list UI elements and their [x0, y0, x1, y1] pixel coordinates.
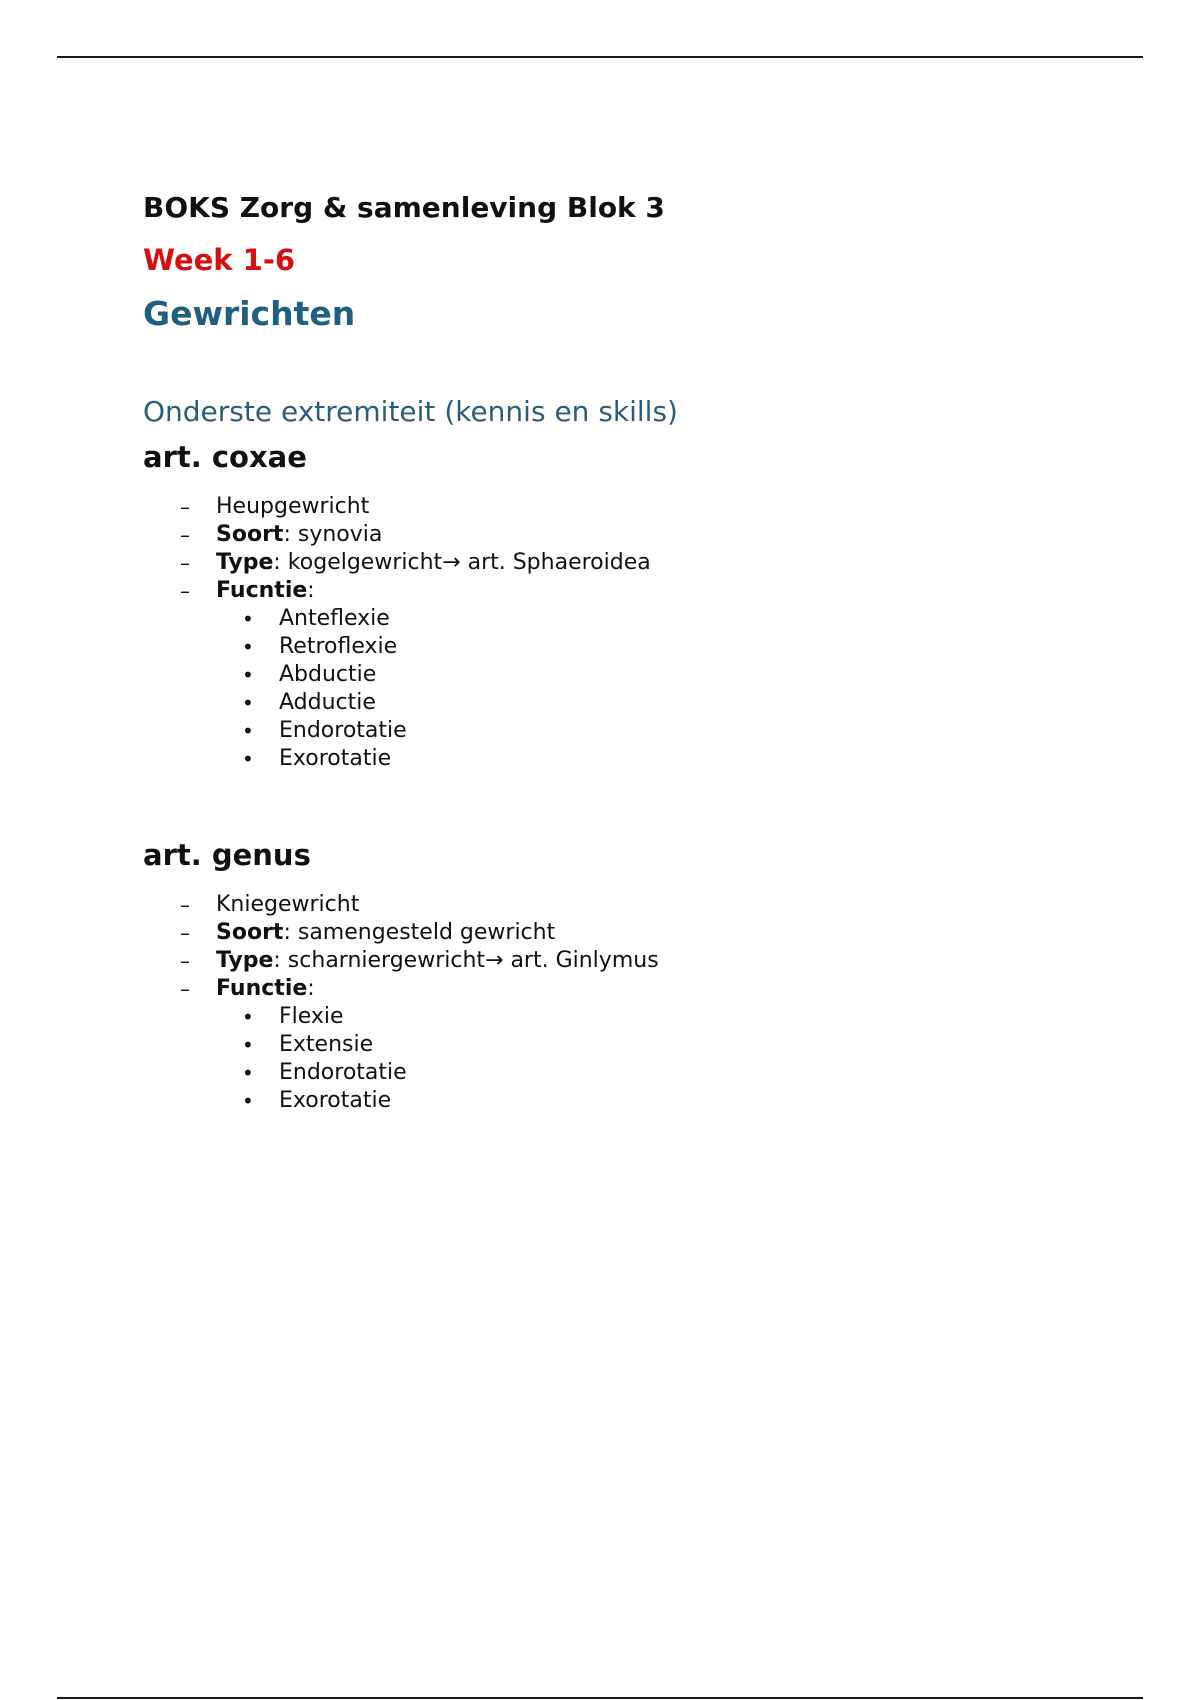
- bullet-icon: •: [242, 747, 254, 771]
- list-item-type: [143, 549, 651, 577]
- week-label: Week 1-6: [143, 243, 296, 277]
- list-item-soort: [143, 521, 651, 549]
- soort-label: Soort: [216, 522, 284, 547]
- functie-sublist-wrapper: [143, 605, 651, 773]
- list-item: [143, 1003, 659, 1031]
- list-item: [143, 717, 651, 745]
- bullet-icon: •: [242, 663, 254, 687]
- soort-value: : synovia: [283, 522, 383, 547]
- type-label: Type: [216, 948, 274, 973]
- dash-icon: –: [180, 495, 190, 519]
- joint-list-genus: [143, 891, 659, 1115]
- dash-icon: –: [180, 921, 190, 945]
- bullet-icon: •: [242, 719, 254, 743]
- list-item: [143, 633, 651, 661]
- functie-item: Extensie: [279, 1032, 374, 1057]
- dash-icon: –: [180, 977, 190, 1001]
- dash-icon: –: [180, 523, 190, 547]
- list-item-functie: [143, 577, 651, 605]
- list-item: [143, 1087, 659, 1115]
- list-item-soort: [143, 919, 659, 947]
- joint-name: Heupgewricht: [216, 494, 370, 519]
- dash-icon: –: [180, 893, 190, 917]
- bullet-icon: •: [242, 1061, 254, 1085]
- top-divider: [57, 56, 1143, 58]
- functie-item: Retroflexie: [279, 634, 398, 659]
- joint-heading-coxae: art. coxae: [143, 440, 307, 474]
- bullet-icon: •: [242, 635, 254, 659]
- type-label: Type: [216, 550, 274, 575]
- bullet-icon: •: [242, 1005, 254, 1029]
- list-item: [143, 689, 651, 717]
- type-value: : kogelgewricht→ art. Sphaeroidea: [273, 550, 651, 575]
- bullet-icon: •: [242, 607, 254, 631]
- functie-item: Exorotatie: [279, 746, 392, 771]
- document-title: BOKS Zorg & samenleving Blok 3: [143, 191, 665, 224]
- functie-label: Fucntie: [216, 578, 308, 603]
- joint-heading-genus: art. genus: [143, 838, 311, 872]
- list-item-name: [143, 891, 659, 919]
- functie-item: Adductie: [279, 690, 376, 715]
- joint-list-coxae: [143, 493, 651, 773]
- functie-sublist-coxae: [143, 605, 651, 773]
- dash-icon: –: [180, 579, 190, 603]
- list-item-type: [143, 947, 659, 975]
- soort-value: : samengesteld gewricht: [283, 920, 556, 945]
- soort-label: Soort: [216, 920, 284, 945]
- list-item: [143, 1031, 659, 1059]
- subsection-title: Onderste extremiteit (kennis en skills): [143, 395, 678, 428]
- bottom-divider: [57, 1697, 1143, 1699]
- functie-item: Flexie: [279, 1004, 344, 1029]
- dash-icon: –: [180, 551, 190, 575]
- functie-item: Endorotatie: [279, 718, 407, 743]
- functie-sublist-genus: [143, 1003, 659, 1115]
- functie-colon: :: [307, 976, 315, 1001]
- type-value: : scharniergewricht→ art. Ginlymus: [273, 948, 659, 973]
- list-item-functie: [143, 975, 659, 1003]
- section-title: Gewrichten: [143, 294, 356, 333]
- functie-item: Exorotatie: [279, 1088, 392, 1113]
- functie-item: Endorotatie: [279, 1060, 407, 1085]
- functie-colon: :: [307, 578, 315, 603]
- functie-item: Anteflexie: [279, 606, 390, 631]
- bullet-icon: •: [242, 1033, 254, 1057]
- functie-label: Functie: [216, 976, 308, 1001]
- list-item: [143, 661, 651, 689]
- list-item: [143, 1059, 659, 1087]
- bullet-icon: •: [242, 691, 254, 715]
- functie-item: Abductie: [279, 662, 377, 687]
- functie-sublist-wrapper: [143, 1003, 659, 1115]
- dash-icon: –: [180, 949, 190, 973]
- list-item-name: [143, 493, 651, 521]
- bullet-icon: •: [242, 1089, 254, 1113]
- joint-name: Kniegewricht: [216, 892, 360, 917]
- list-item: [143, 605, 651, 633]
- list-item: [143, 745, 651, 773]
